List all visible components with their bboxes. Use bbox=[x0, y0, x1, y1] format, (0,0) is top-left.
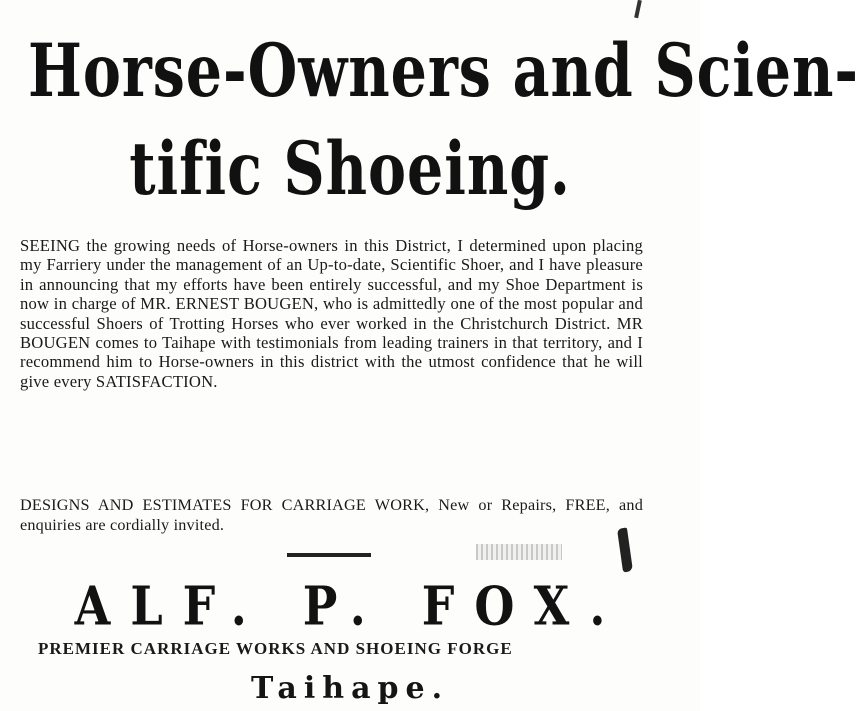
announcement-text: SEEING the growing needs of Horse-owners in this District, I determined upon placing my Farriery under the management of an Up-to-date, Scientific Shoer, and I have pleasure in announcing that my efforts have been entirely successful, and my Shoe Department is now in charge of MR. ERNEST BOUGEN, who is admittedly one of the most popular and successful Shoers of Trotting Horses who ever worked in the Christchurch District. MR BOUGEN comes to Taihape with testimonials from leading trainers in that territory, and I recommend him to Horse-owners in this district with the utmost confidence that he will give every SATISFACTION. bbox=[20, 236, 643, 391]
headline-line-1: Horse-Owners and Scien- bbox=[28, 27, 859, 114]
divider-rule bbox=[287, 553, 371, 557]
designs-text: DESIGNS AND ESTIMATES FOR CARRIAGE WORK, New or Repairs, FREE, and enquiries are cordially invited. bbox=[20, 496, 643, 534]
ink-smudge bbox=[476, 544, 562, 560]
body-paragraph bbox=[20, 236, 643, 391]
town-name: Taihape. bbox=[250, 671, 450, 706]
headline-line-2: tific Shoeing. bbox=[129, 125, 571, 212]
company-name: PREMIER CARRIAGE WORKS AND SHOEING FORGE bbox=[38, 639, 513, 658]
designs-notice bbox=[20, 496, 643, 536]
print-mark bbox=[634, 0, 642, 18]
proprietor-name: ALF. P. FOX. bbox=[74, 574, 626, 637]
